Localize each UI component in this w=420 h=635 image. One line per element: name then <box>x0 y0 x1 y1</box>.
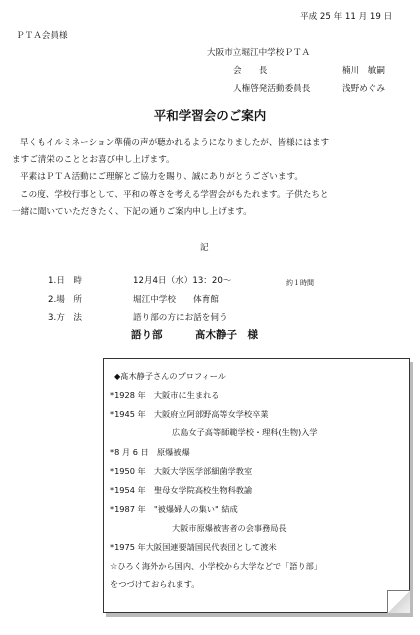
item-place-label: 2.場 所 <box>48 295 82 305</box>
body-line-3: 平素はＰＴＡ活動にご理解とご協力を賜り、誠にありがとうございます。 <box>20 172 303 182</box>
page-curl-decoration <box>387 590 410 613</box>
letter-date: 平成 25 年 11 月 19 日 <box>300 12 393 22</box>
profile-line: ☆ひろく海外から国内、小学校から大学などで「語り部」 <box>110 561 323 571</box>
profile-line: 広島女子高等師範学校・理科(生物)入学 <box>172 427 318 437</box>
body-line-2: ますご清栄のこととお喜び申し上げます。 <box>12 155 175 165</box>
profile-line: *1928 年 大阪市に生まれる <box>110 390 220 400</box>
body-line-1: 早くもイルミネーション準備の声が聴かれるようになりましたが、皆様にはます <box>20 138 330 148</box>
ki-mark: 記 <box>200 243 209 253</box>
profile-card <box>103 358 410 613</box>
profile-line: 大阪市原爆被害者の会事務局長 <box>172 523 287 533</box>
page-title: 平和学習会のご案内 <box>153 108 267 123</box>
body-line-5: 一緒に聞いていただきたく、下記の通りご案内申し上げます。 <box>12 207 252 217</box>
sender-role-chair: 会 長 <box>233 66 268 76</box>
recipient: ＰＴＡ会員様 <box>16 31 68 41</box>
profile-line: *8 月 6 日 原爆被爆 <box>110 447 190 457</box>
sender-name-committee: 浅野めぐみ <box>342 84 385 94</box>
body-line-4: この度、学校行事として、平和の尊さを考える学習会がもたれます。子供たちと <box>20 190 329 200</box>
profile-line: *1945 年 大阪府立阿部野高等女学校卒業 <box>110 409 269 419</box>
item-date-value: 12月4日（水）13：20〜 <box>133 276 232 286</box>
profile-line: をつづけておられます。 <box>110 579 200 589</box>
item-method-value: 語り部の方にお話を伺う <box>133 313 228 323</box>
profile-line: *1954 年 聖母女学院高校生物科教諭 <box>110 485 253 495</box>
sender-name-chair: 楠川 敏嗣 <box>342 66 385 76</box>
item-place-value: 堀江中学校 体育館 <box>133 295 219 305</box>
item-date-label: 1.日 時 <box>48 276 82 286</box>
profile-line: *1987 年 "被爆婦人の集い" 結成 <box>110 504 238 514</box>
speaker-role: 語り部 <box>131 329 163 341</box>
item-method-label: 3.方 法 <box>48 313 82 323</box>
item-date-note: 約１時間 <box>286 279 314 287</box>
profile-line: *1975 年大阪国連要請国民代表団として渡米 <box>110 542 277 552</box>
speaker-name: 髙木静子 様 <box>195 329 258 341</box>
sender-org: 大阪市立堀江中学校ＰＴＡ <box>207 48 311 58</box>
profile-line: *1950 年 大阪大学医学部細菌学教室 <box>110 466 253 476</box>
sender-role-committee: 人権啓発活動委員長 <box>233 84 311 94</box>
profile-heading: ◆髙木静子さんのプロフィール <box>114 371 226 381</box>
